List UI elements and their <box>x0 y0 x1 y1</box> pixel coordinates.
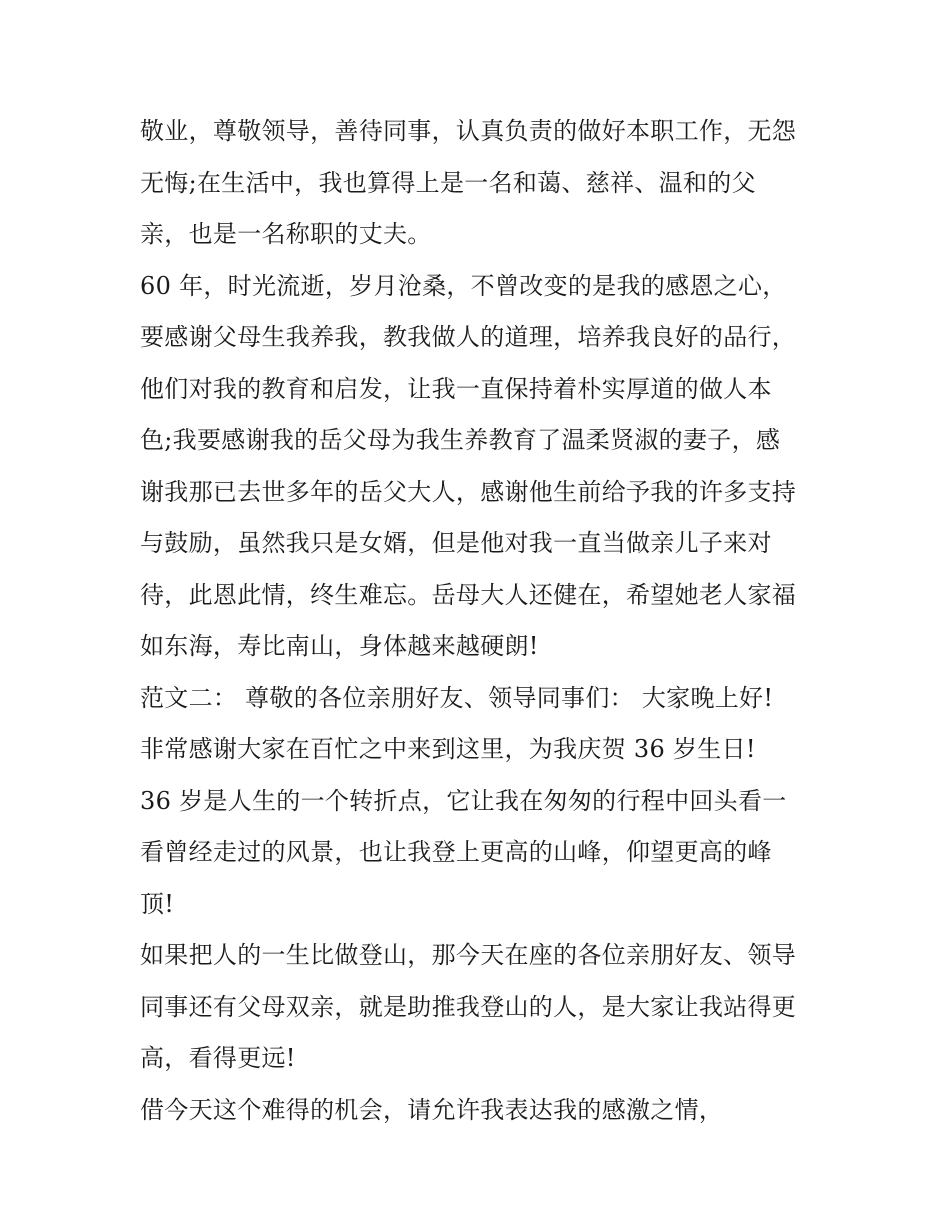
text-line: 待，此恩此情，终生难忘。岳母大人还健在，希望她老人家福 <box>140 580 797 609</box>
text-line: 亲，也是一名称职的丈夫。 <box>140 220 432 248</box>
text-line: 同事还有父母双亲，就是助推我登山的人，是大家让我站得更 <box>140 992 797 1021</box>
text-line: 如果把人的一生比做登山，那今天在座的各位亲朋好友、领导 <box>140 941 797 969</box>
text-line: 与鼓励，虽然我只是女婿，但是他对我一直当做亲儿子来对 <box>140 529 772 557</box>
text-line: 看曾经走过的风景，也让我登上更高的山峰，仰望更高的峰 <box>140 838 772 866</box>
text-line: 顶! <box>140 889 175 918</box>
text-line: 非常感谢大家在百忙之中来到这里，为我庆贺 36 岁生日! <box>140 735 756 763</box>
section-heading-line: 范文二： 尊敬的各位亲朋好友、领导同事们： 大家晚上好! <box>140 683 774 712</box>
text-line: 借今天这个难得的机会，请允许我表达我的感激之情， <box>140 1095 724 1124</box>
text-line: 无悔;在生活中，我也算得上是一名和蔼、慈祥、温和的父 <box>140 168 756 197</box>
text-line: 色;我要感谢我的岳父母为我生养教育了温柔贤淑的妻子，感 <box>140 426 781 454</box>
text-line: 要感谢父母生我养我，教我做人的道理，培养我良好的品行， <box>140 323 797 351</box>
text-line: 60 年，时光流逝，岁月沧桑，不曾改变的是我的感恩之心， <box>140 271 787 300</box>
text-line: 如东海，寿比南山，身体越来越硬朗! <box>140 632 539 660</box>
text-line: 谢我那已去世多年的岳父大人，感谢他生前给予我的许多支持 <box>140 477 797 506</box>
text-line: 敬业，尊敬领导，善待同事，认真负责的做好本职工作，无怨 <box>140 117 797 145</box>
text-line: 他们对我的教育和启发，让我一直保持着朴实厚道的做人本 <box>140 374 772 403</box>
text-line: 36 岁是人生的一个转折点，它让我在匆匆的行程中回头看一 <box>140 786 787 815</box>
text-line: 高，看得更远! <box>140 1044 296 1072</box>
document-body <box>140 106 830 1136</box>
